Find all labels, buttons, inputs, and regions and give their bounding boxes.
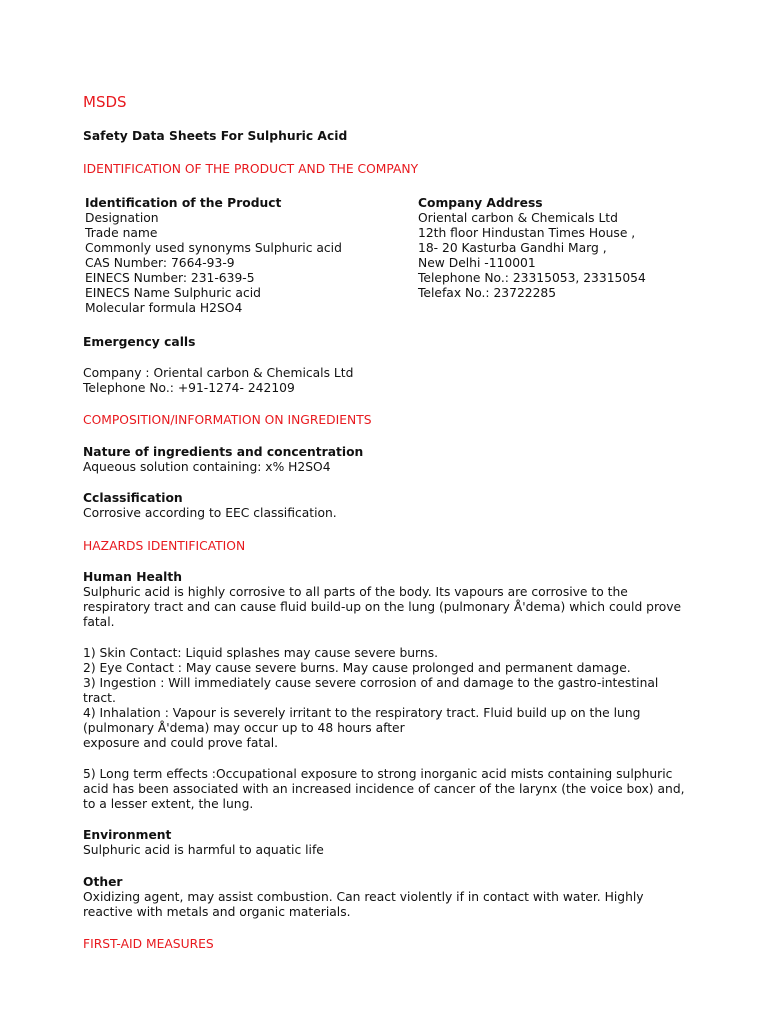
classification [83, 491, 723, 521]
company-line: Oriental carbon & Chemicals Ltd [418, 211, 618, 225]
nature-of-ingredients [83, 445, 723, 475]
effect-line: 3) Ingestion : Will immediately cause severe corrosion of and damage to the gastro-intestinal [83, 676, 659, 690]
human-health-line: respiratory tract and can cause fluid build-up on the lung (pulmonary Å'dema) which could prove [83, 600, 682, 614]
effect-line: tract. [83, 691, 116, 705]
doc-subtitle: Safety Data Sheets For Sulphuric Acid [83, 129, 348, 143]
effect-line: exposure and could prove fatal. [83, 736, 279, 750]
environment-text: Sulphuric acid is harmful to aquatic life [83, 843, 324, 857]
section-heading-hazards: HAZARDS IDENTIFICATION [83, 539, 246, 553]
company-line: 12th floor Hindustan Times House , [418, 226, 636, 240]
exposure-effects [83, 646, 723, 751]
human-health [83, 570, 723, 630]
doc-title: MSDS [83, 93, 127, 111]
other-hazards [83, 875, 723, 920]
company-line: New Delhi -110001 [418, 256, 536, 270]
section-heading-identification: IDENTIFICATION OF THE PRODUCT AND THE COMPANY [83, 162, 419, 176]
section-heading-first-aid: FIRST-AID MEASURES [83, 937, 214, 951]
human-health-line: Sulphuric acid is highly corrosive to all parts of the body. Its vapours are corrosive to the [83, 585, 628, 599]
product-line: CAS Number: 7664-93-9 [85, 256, 235, 270]
environment [83, 828, 723, 858]
emergency-heading: Emergency calls [83, 335, 196, 349]
company-address [418, 196, 718, 301]
product-line: EINECS Name Sulphuric acid [85, 286, 261, 300]
product-line: Trade name [85, 226, 158, 240]
emergency-calls [83, 366, 723, 396]
section-heading-composition: COMPOSITION/INFORMATION ON INGREDIENTS [83, 413, 372, 427]
other-heading: Other [83, 875, 123, 889]
other-line: Oxidizing agent, may assist combustion. Can react violently if in contact with water. Highly [83, 890, 644, 904]
company-line: Telefax No.: 23722285 [418, 286, 557, 300]
emergency-line: Company : Oriental carbon & Chemicals Ltd [83, 366, 354, 380]
nature-heading: Nature of ingredients and concentration [83, 445, 364, 459]
product-line: Molecular formula H2SO4 [85, 301, 243, 315]
effect-line: 4) Inhalation : Vapour is severely irritant to the respiratory tract. Fluid build up on the lung [83, 706, 641, 720]
company-heading: Company Address [418, 196, 543, 210]
classification-text: Corrosive according to EEC classification. [83, 506, 337, 520]
effect-line: (pulmonary Å'dema) may occur up to 48 hours after [83, 721, 405, 735]
effect-line: 1) Skin Contact: Liquid splashes may cause severe burns. [83, 646, 439, 660]
classification-heading: Cclassification [83, 491, 183, 505]
product-heading: Identification of the Product [85, 196, 282, 210]
emergency-line: Telephone No.: +91-1274- 242109 [83, 381, 295, 395]
long-term-line: to a lesser extent, the lung. [83, 797, 254, 811]
long-term-line: acid has been associated with an increased incidence of cancer of the larynx (the voice box) and, [83, 782, 685, 796]
product-line: EINECS Number: 231-639-5 [85, 271, 255, 285]
product-line: Designation [85, 211, 159, 225]
human-health-heading: Human Health [83, 570, 182, 584]
product-line: Commonly used synonyms Sulphuric acid [85, 241, 342, 255]
environment-heading: Environment [83, 828, 172, 842]
other-line: reactive with metals and organic materials. [83, 905, 351, 919]
long-term-line: 5) Long term effects :Occupational exposure to strong inorganic acid mists containing sulphuric [83, 767, 673, 781]
effect-line: 2) Eye Contact : May cause severe burns. May cause prolonged and permanent damage. [83, 661, 631, 675]
company-line: Telephone No.: 23315053, 23315054 [418, 271, 646, 285]
human-health-line: fatal. [83, 615, 115, 629]
company-line: 18- 20 Kasturba Gandhi Marg , [418, 241, 607, 255]
nature-text: Aqueous solution containing: x% H2SO4 [83, 460, 331, 474]
long-term-effects [83, 767, 723, 812]
